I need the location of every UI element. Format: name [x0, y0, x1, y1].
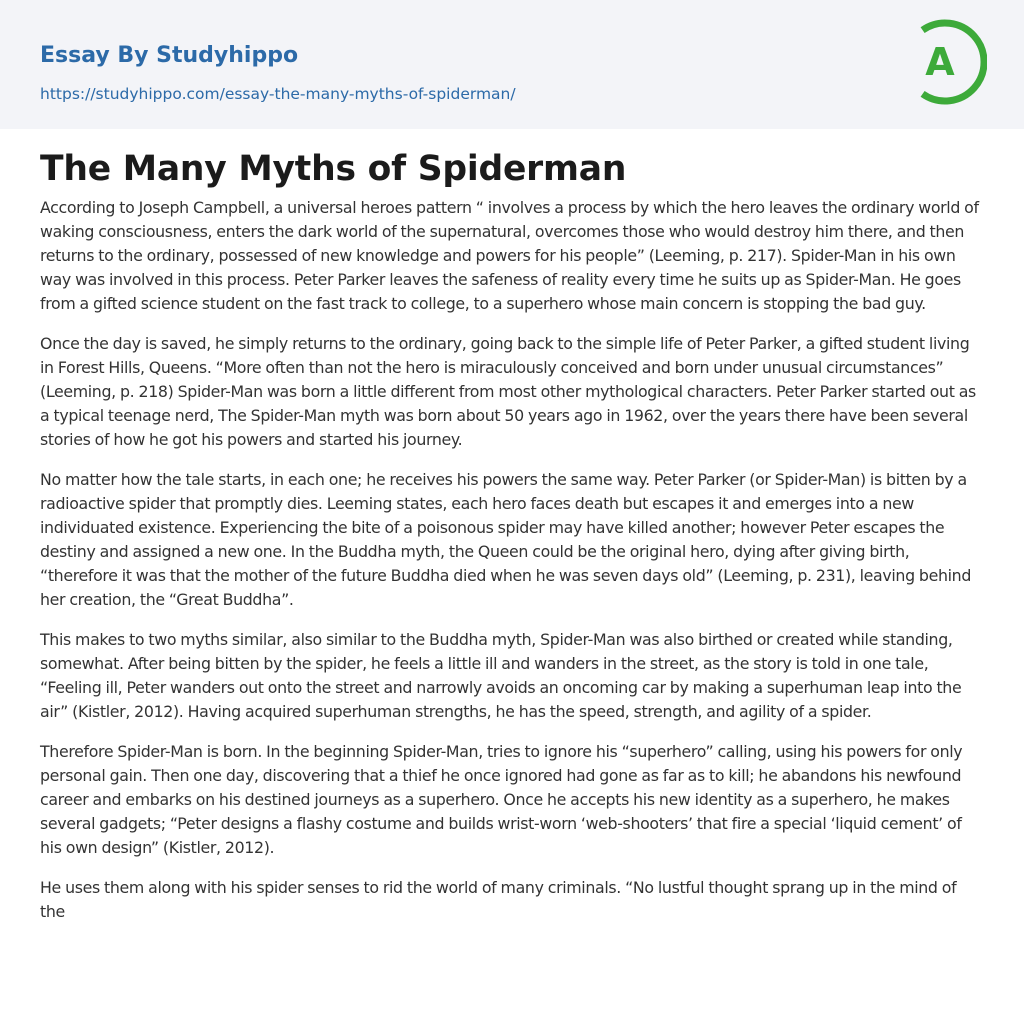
essay-url-link[interactable]: https://studyhippo.com/essay-the-many-myths-of-spiderman/ — [40, 85, 516, 103]
paragraph: Once the day is saved, he simply returns to the ordinary, going back to the simple life of Peter Parker, a gifted student living in Forest Hills, Queens. “More often than not the hero is miraculously conceived and born under unusual circumstances” (Leeming, p. 218) Spider-Man was born a little different from most other mythological characters. Peter Parker started out as a typical teenage nerd, The Spider-Man myth was born about 50 years ago in 1962, over the years there have been several stories of how he got his powers and started his journey. — [40, 334, 976, 449]
article-body — [0, 149, 1024, 924]
paragraph: He uses them along with his spider senses to rid the world of many criminals. “No lustful thought sprang up in the mind of the — [40, 878, 957, 921]
site-brand[interactable]: Essay By Studyhippo — [40, 43, 299, 68]
paragraph: No matter how the tale starts, in each one; he receives his powers the same way. Peter Parker (or Spider-Man) is bitten by a radioactive spider that promptly dies. Leeming states, each hero faces death but escapes it and emerges into a new individuated existence. Experiencing the bite of a poisonous spider may have killed another; however Peter escapes the destiny and assigned a new one. In the Buddha myth, the Queen could be the original hero, dying after giving birth, “therefore it was that the mother of the future Buddha died when he was seven days old” (Leeming, p. 231), leaving behind her creation, the “Great Buddha”. — [40, 470, 972, 609]
site-header — [0, 0, 1024, 129]
page-title: The Many Myths of Spiderman — [40, 149, 627, 189]
paragraph: According to Joseph Campbell, a universal heroes pattern “ involves a process by which the hero leaves the ordinary world of waking consciousness, enters the dark world of the supernatural, overcomes those who would destroy him there, and then returns to the ordinary, possessed of new knowledge and powers for his people” (Leeming, p. 217). Spider-Man in his own way was involved in this process. Peter Parker leaves the safeness of reality every time he suits up as Spider-Man. He goes from a gifted science student on the fast track to college, to a superhero whose main concern is stopping the bad guy. — [40, 198, 979, 313]
studyhippo-logo-icon[interactable] — [912, 18, 987, 106]
paragraph: This makes to two myths similar, also similar to the Buddha myth, Spider-Man was also birthed or created while standing, somewhat. After being bitten by the spider, he feels a little ill and wanders in the street, as the story is told in one tale, “Feeling ill, Peter wanders out onto the street and narrowly avoids an oncoming car by making a superhuman leap into the air” (Kistler, 2012). Having acquired superhuman strengths, he has the speed, strength, and agility of a spider. — [40, 630, 962, 721]
paragraph: Therefore Spider-Man is born. In the beginning Spider-Man, tries to ignore his “superhero” calling, using his powers for only personal gain. Then one day, discovering that a thief he once ignored had gone as far as to kill; he abandons his newfound career and embarks on his destined journeys as a superhero. Once he accepts his new identity as a superhero, he makes several gadgets; “Peter designs a flashy costume and builds wrist-worn ‘web-shooters’ that fire a special ‘liquid cement’ of his own design” (Kistler, 2012). — [40, 742, 963, 857]
logo-letter: A — [925, 40, 955, 84]
